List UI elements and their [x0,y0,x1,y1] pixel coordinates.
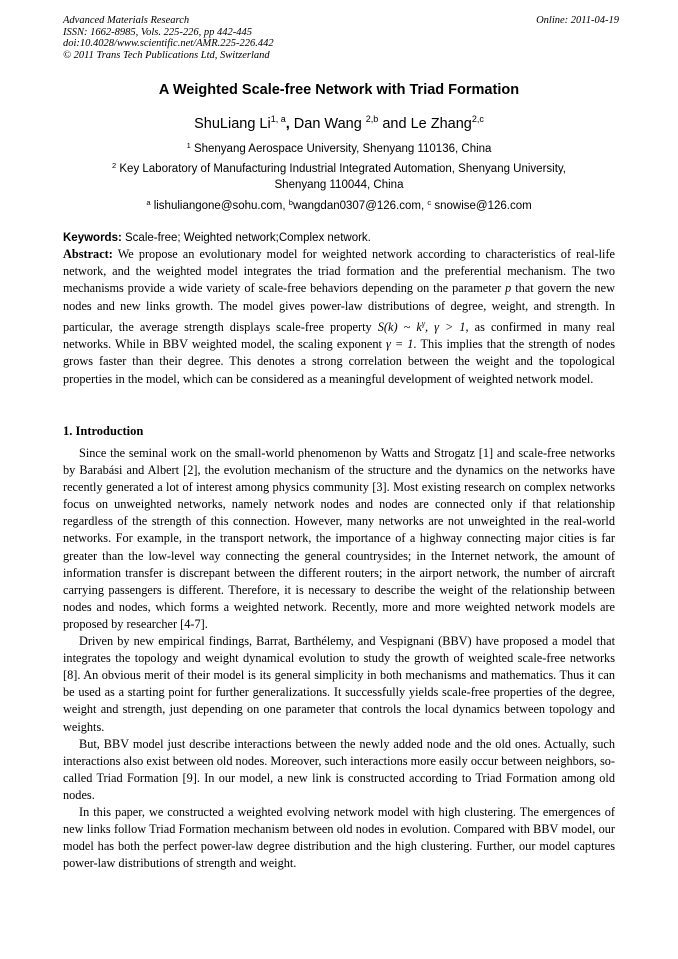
copyright-line: © 2011 Trans Tech Publications Ltd, Switzerland [63,49,270,61]
paper-title: A Weighted Scale-free Network with Triad Formation [158,82,520,98]
math-formula: S(k) ~ k [377,319,422,334]
affiliation-sup: 1 [186,141,191,150]
abstract-label: Abstract: [63,247,113,261]
author-and: and [382,116,407,132]
abstract-text: . This implies that the strength of nodes grows faster than their degree. This denotes a strong correlation between the weight and the topological properties in the model, which can be considered as a meaningful development of weighted network model. [63,337,615,386]
paragraph: Driven by new empirical findings, Barrat, Barthélemy, and Vespignani (BBV) have proposed a model that integrates the topology and weight dynamical evolution to study the growth of weighted scale-free networks [8]. An obvious merit of their model is its general simplicity in both mechanisms and mathematics. Thus it can be used as a starting point for further generalizations. It successfully yields scale-free properties of the degree, weight and strength, just depending on one parameter that controls the local dynamics between topology and weights. [63,634,615,734]
abstract-text: , as confirmed in many real networks. While in BBV weighted model, the scaling exponent [63,319,616,352]
affiliation-sup: 2 [112,161,117,170]
email-sup: c [427,198,432,207]
keywords [63,230,615,246]
abstract-text: that govern the new nodes and new links growth. The model gives power-law distributions of degree, weight, and strength. In particular, the average strength displays scale-free property [63,281,616,334]
doi-line: doi:10.4028/www.scientific.net/AMR.225-226.442 [63,38,274,49]
email-sup: b [288,198,293,207]
email-link[interactable]: lishuliangone@sohu.com, [153,200,286,212]
issn-line: ISSN: 1662-8985, Vols. 225-226, pp 442-445 [63,26,252,38]
journal-header [63,15,619,61]
affiliation-text: Shenyang Aerospace University, Shenyang 110136, China [193,143,492,155]
keywords-label: Keywords: [63,232,122,244]
online-date: Online: 2011-04-19 [536,15,619,26]
math-formula: , γ > 1 [424,319,466,334]
paragraph: But, BBV model just describe interactions between the newly added node and the old ones. Actually, such interactions also exist between old nodes. Moreover, such interactions more easily occur between neighbors, so-called Triad Formation [9]. In our model, a new link is constructed according to Triad Formation among old nodes. [63,736,615,802]
email-link[interactable]: snowise@126.com [434,200,532,212]
abstract-text: We propose an evolutionary model for weighted network according to characteristics of real-life network, and the weighted model integrates the triad formation and the preferential mechanism. The two mechanisms provide a wide variety of scale-free behaviors depending on the parameter [63,247,615,296]
math-formula: γ = 1 [385,337,414,352]
author-sup: 2,c [471,114,484,124]
email-line [63,195,615,214]
math-exponent: γ [421,318,425,328]
abstract [63,246,615,388]
journal-name: Advanced Materials Research [63,15,190,26]
author-separator: , [285,116,290,132]
paragraph: In this paper, we constructed a weighted evolving network model with high clustering. The emergences of new links follow Triad Formation mechanism between old nodes in evolution. Compared with BBV model, our model has both the perfect power-law degree distribution and the high clustering. Further, our model captures power-law distributions of strength and weight. [63,804,615,871]
author-list [63,114,615,132]
author-name: Dan Wang [293,116,362,132]
author-name: Le Zhang [410,116,472,132]
section-heading: 1. Introduction [63,424,144,438]
math-param: p [505,281,512,296]
keywords-text: Scale-free; Weighted network;Complex network. [125,232,371,244]
introduction-body [63,445,615,872]
affiliation-text: Key Laboratory of Manufacturing Industrial Integrated Automation, Shenyang University, [119,163,566,175]
affiliation-text: Shenyang 110044, China [274,179,404,191]
email-link[interactable]: wangdan0307@126.com, [292,200,425,212]
author-sup: 1, a [270,114,286,124]
author-sup: 2,b [365,114,379,124]
affiliation-2 [63,158,615,193]
paragraph: Since the seminal work on the small-world phenomenon by Watts and Strogatz [1] and scale-free networks by Barabási and Albert [2], the evolution mechanism of the structure and the dynamics on the networks have recently generated a lot of interest among physics community [3]. Most existing research on complex networks focus on unweighted networks, namely network nodes and nodes are connected only if that relationship regardless of the strength of this connection. However, many networks are not unweighted in the real-world networks. For example, in the transport network, the importance of a highway connecting major cities is far greater than the low-level way connecting the general countrysides; in the Internet network, the amount of information transfer is discrepant between the different routers; in the airport network, the number of aircraft carrying passengers is different. Therefore, it is necessary to describe the weight of the relationship between nodes and nodes, which forms a weighted network. Recently, more and more weighted network models are proposed by researcher [4-7]. [63,446,615,631]
email-sup: a [146,198,151,207]
affiliation-1 [63,138,615,157]
author-name: ShuLiang Li [194,116,271,132]
